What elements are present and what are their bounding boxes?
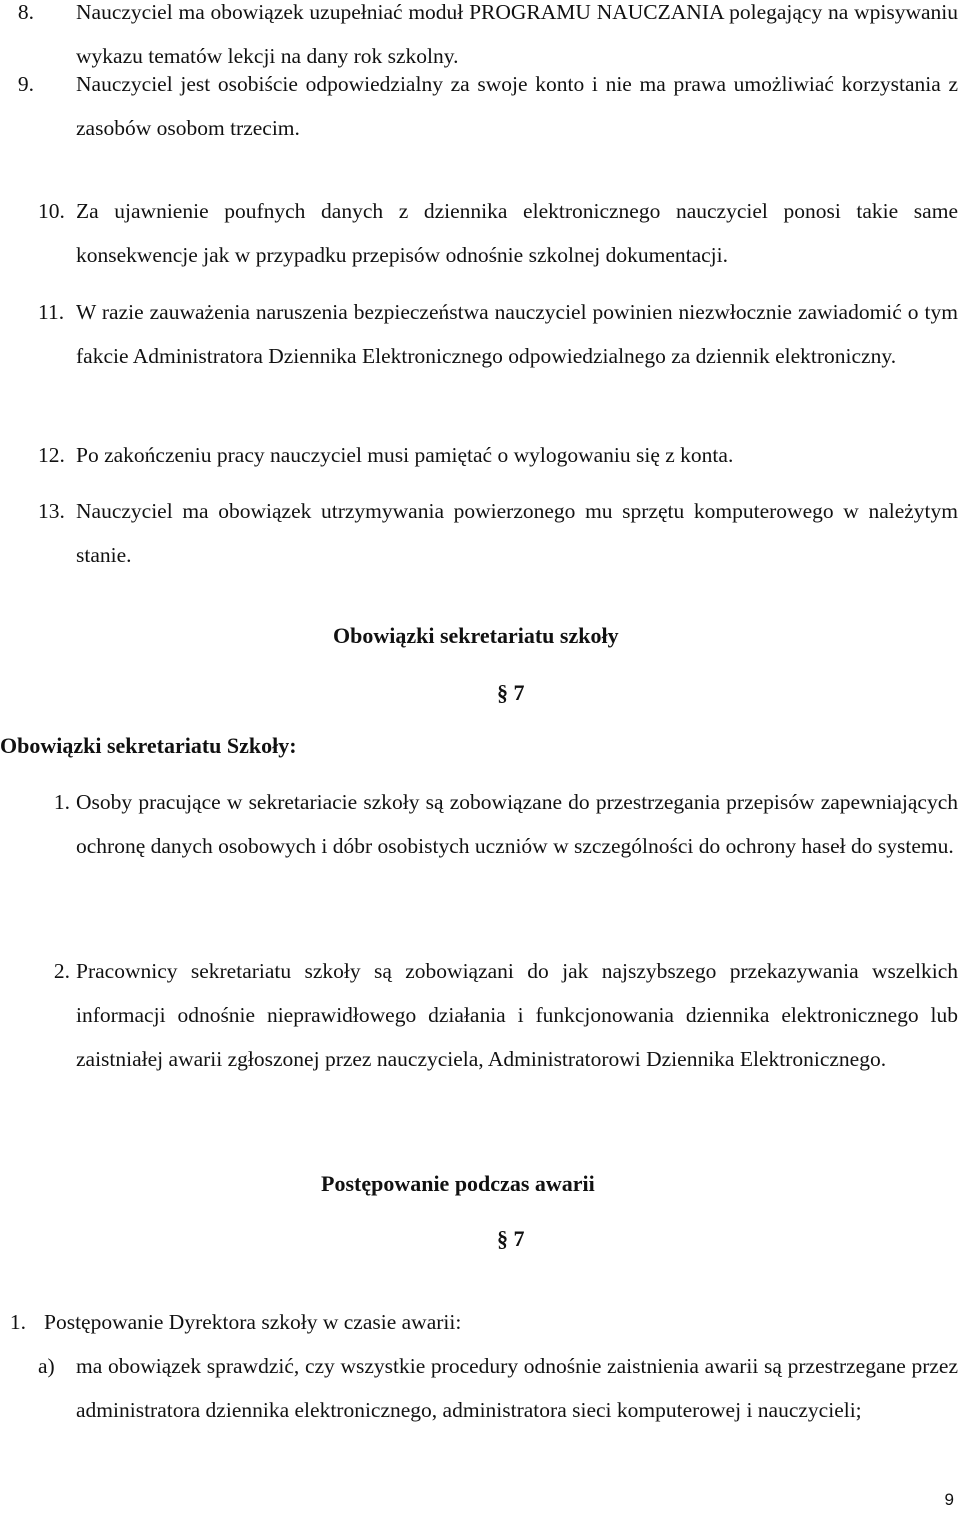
list-item-text: Nauczyciel jest osobiście odpowiedzialny za swoje konto i nie ma prawa umożliwiać korzystania z zasobów osobom trzecim. xyxy=(76,72,958,140)
list-item-number: 1. xyxy=(53,790,70,814)
list-item xyxy=(0,62,958,150)
list-item xyxy=(0,780,958,868)
list-item-number: 8. xyxy=(17,0,34,24)
section-heading: Postępowanie podczas awarii xyxy=(321,1171,595,1196)
section-sign-icon: § xyxy=(497,1226,508,1251)
list-item xyxy=(0,189,958,277)
paragraph-number: 7 xyxy=(513,680,525,705)
list-item-number: 1. xyxy=(9,1310,26,1334)
list-item xyxy=(0,949,958,1081)
list-item-number: 11. xyxy=(38,300,65,324)
section-subheading: Obowiązki sekretariatu Szkoły: xyxy=(0,733,297,758)
list-item-text: Za ujawnienie poufnych danych z dziennika elektronicznego nauczyciel ponosi takie same konsekwencje jak w przypadku przepisów odnośnie szkolnej dokumentacji. xyxy=(76,199,958,267)
list-item xyxy=(0,433,958,477)
page-number: 9 xyxy=(944,1490,954,1509)
section-sign-icon: § xyxy=(497,680,508,705)
list-item-number: 10. xyxy=(38,199,65,223)
sub-item-text: ma obowiązek sprawdzić, czy wszystkie procedury odnośnie zaistnienia awarii są przestrzegane przez administratora dziennika elektronicznego, administratora sieci komputerowej i nauczycieli; xyxy=(76,1354,958,1422)
list-item xyxy=(0,1300,958,1344)
sub-item-label: a) xyxy=(38,1354,55,1378)
list-item-text: W razie zauważenia naruszenia bezpieczeństwa nauczyciel powinien niezwłocznie zawiadomić o tym fakcie Administratora Dziennika Elektronicznego odpowiedzialnego za dziennik elektroniczny. xyxy=(76,300,958,368)
list-item-text: Postępowanie Dyrektora szkoły w czasie awarii: xyxy=(44,1310,462,1334)
list-item-text: Po zakończeniu pracy nauczyciel musi pamiętać o wylogowaniu się z konta. xyxy=(76,443,734,467)
list-item xyxy=(0,290,958,378)
list-item-text: Nauczyciel ma obowiązek utrzymywania powierzonego mu sprzętu komputerowego w należytym stanie. xyxy=(76,499,958,567)
list-item-number: 12. xyxy=(38,443,65,467)
list-item-text: Nauczyciel ma obowiązek uzupełniać moduł PROGRAMU NAUCZANIA polegający na wpisywaniu wykazu tematów lekcji na dany rok szkolny. xyxy=(76,0,958,68)
list-item-number: 2. xyxy=(53,959,70,983)
list-item xyxy=(0,1344,958,1432)
list-item-number: 9. xyxy=(17,72,34,96)
section-heading: Obowiązki sekretariatu szkoły xyxy=(333,623,619,648)
list-item xyxy=(0,489,958,577)
paragraph-number: 7 xyxy=(513,1226,525,1251)
paragraph-marker xyxy=(497,1224,525,1254)
list-item-text: Osoby pracujące w sekretariacie szkoły są zobowiązane do przestrzegania przepisów zapewniających ochronę danych osobowych i dóbr osobistych uczniów w szczególności do ochrony haseł do systemu. xyxy=(76,790,958,858)
list-item-number: 13. xyxy=(38,499,65,523)
paragraph-marker xyxy=(497,678,525,708)
list-item-text: Pracownicy sekretariatu szkoły są zobowiązani do jak najszybszego przekazywania wszelkich informacji odnośnie nieprawidłowego działania i funkcjonowania dziennika elektronicznego lub zaistniałej awarii zgłoszonej przez nauczyciela, Administratorowi Dziennika Elektronicznego. xyxy=(76,959,958,1071)
